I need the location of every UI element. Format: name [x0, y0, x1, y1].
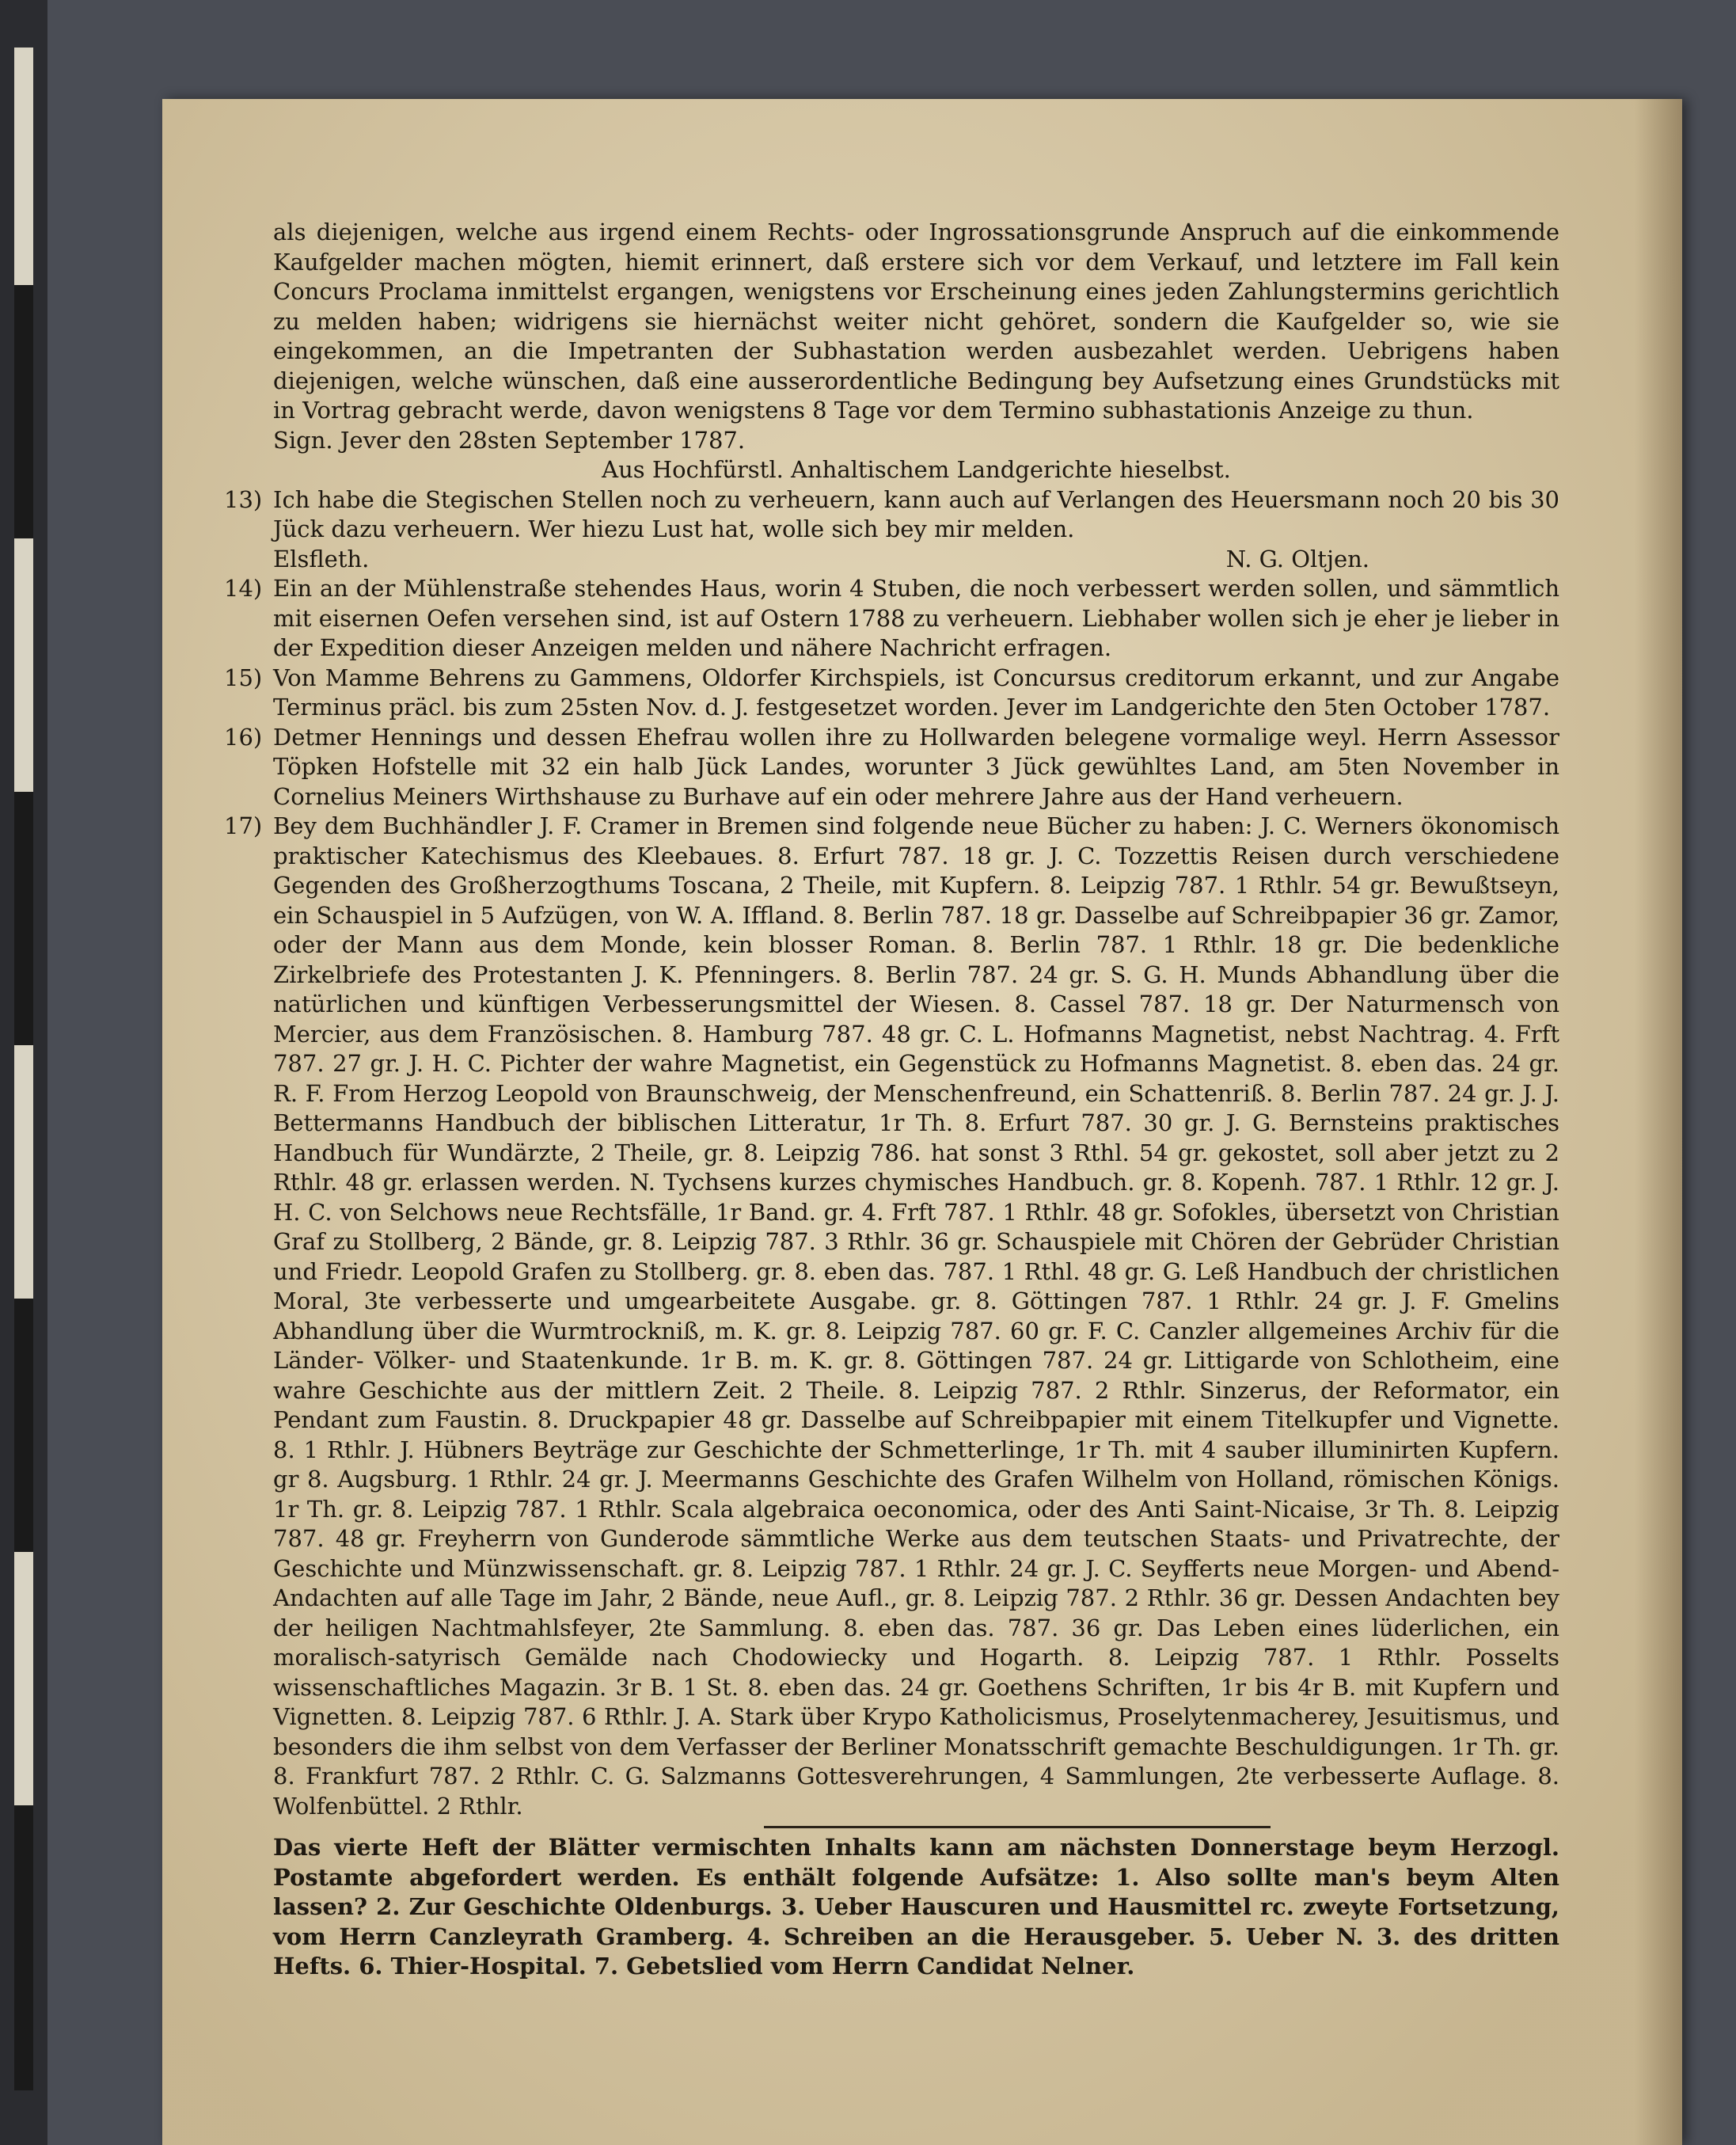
entry-number: 13) [224, 485, 263, 513]
document-text [224, 218, 1559, 1982]
ruler-segment [14, 538, 33, 792]
entry-text: Bey dem Buchhändler J. F. Cramer in Bremen sind folgende neue Bücher zu haben: J. C. Werners ökonomisch praktischer Katechismus des Kleebaues. 8. Erfurt 787. 18 gr. J. C. Tozzettis Reisen durch verschiedene Gegenden des Großherzogthums Toscana, 2 Theile, mit Kupfern. 8. Leipzig 787. 1 Rthlr. 54 gr. Bewußtseyn, ein Schauspiel in 5 Aufzügen, von W. A. Iffland. 8. Berlin 787. 18 gr. Dasselbe auf Schreibpapier 36 gr. Zamor, oder der Mann aus dem Monde, kein blosser Roman. 8. Berlin 787. 1 Rthlr. 18 gr. Die bedenkliche Zirkelbriefe des Protestanten J. K. Pfenningers. 8. Berlin 787. 24 gr. S. G. H. Munds Abhandlung über die natürlichen und künftigen Verbesserungsmittel der Wiesen. 8. Cassel 787. 18 gr. Der Naturmensch von Mercier, aus dem Französischen. 8. Hamburg 787. 48 gr. C. L. Hofmanns Magnetist, nebst Nachtrag. 4. Frft 787. 27 gr. J. H. C. Pichter der wahre Magnetist, ein Gegenstück zu Hofmanns Magnetist. 8. eben das. 24 gr. R. F. From Herzog Leopold von Braunschweig, der Menschenfreund, ein Schattenriß. 8. Berlin 787. 24 gr. J. J. Bettermanns Handbuch der biblischen Litteratur, 1r Th. 8. Erfurt 787. 30 gr. J. G. Bernsteins praktisches Handbuch für Wundärzte, 2 Theile, gr. 8. Leipzig 786. hat sonst 3 Rthl. 54 gr. gekostet, soll aber jetzt zu 2 Rthlr. 48 gr. erlassen werden. N. Tychsens kurzes chymisches Handbuch. gr. 8. Kopenh. 787. 1 Rthlr. 12 gr. J. H. C. von Selchows neue Rechtsfälle, 1r Band. gr. 4. Frft 787. 1 Rthlr. 48 gr. Sofokles, übersetzt von Christian Graf zu Stollberg, 2 Bände, gr. 8. Leipzig 787. 3 Rthlr. 36 gr. Schauspiele mit Chören der Gebrüder Christian und Friedr. Leopold Grafen zu Stollberg. gr. 8. eben das. 787. 1 Rthl. 48 gr. G. Leß Handbuch der christlichen Moral, 3te verbesserte und umgearbeitete Ausgabe. gr. 8. Göttingen 787. 1 Rthlr. 24 gr. J. F. Gmelins Abhandlung über die Wurmtrockniß, m. K. gr. 8. Leipzig 787. 60 gr. F. C. Canzler allgemeines Archiv für die Länder- Völker- und Staatenkunde. 1r B. m. K. gr. 8. Göttingen 787. 24 gr. Littigarde von Schlotheim, eine wahre Geschichte aus der mittlern Zeit. 2 Theile. 8. Leipzig 787. 2 Rthlr. Sinzerus, der Reformator, ein Pendant zum Faustin. 8. Druckpapier 48 gr. Dasselbe auf Schreibpapier mit einem Titelkupfer und Vignette. 8. 1 Rthlr. J. Hübners Beyträge zur Geschichte der Schmetterlinge, 1r Th. mit 4 sauber illuminirten Kupfern. gr 8. Augsburg. 1 Rthlr. 24 gr. J. Meermanns Geschichte des Grafen Wilhelm von Holland, römischen Königs. 1r Th. gr. 8. Leipzig 787. 1 Rthlr. Scala algebraica oeconomica, oder des Anti Saint-Nicaise, 3r Th. 8. Leipzig 787. 48 gr. Freyherrn von Gunderode sämmtliche Werke aus dem teutschen Staats- und Privatrechte, der Geschichte und Münzwissenschaft. gr. 8. Leipzig 787. 1 Rthlr. 24 gr. J. C. Seyfferts neue Morgen- und Abend-Andachten auf alle Tage im Jahr, 2 Bände, neue Aufl., gr. 8. Leipzig 787. 2 Rthlr. 36 gr. Dessen Andachten bey der heiligen Nachtmahlsfeyer, 2te Sammlung. 8. eben das. 787. 36 gr. Das Leben eines lüderlichen, ein moralisch-satyrisch Gemälde nach Chodowiecky und Hogarth. 8. Leipzig 787. 1 Rthlr. Posselts wissenschaftliches Magazin. 3r B. 1 St. 8. eben das. 24 gr. Goethens Schriften, 1r bis 4r B. mit Kupfern und Vignetten. 8. Leipzig 787. 6 Rthlr. J. A. Stark über Krypo Katholicismus, Proselytenmacherey, Jesuitismus, und besonders die ihm selbst von dem Verfasser der Berliner Monatsschrift gemachte Beschuldigungen. 1r Th. gr. 8. Frankfurt 787. 2 Rthlr. C. G. Salzmanns Gottesverehrungen, 4 Sammlungen, 2te verbesserte Auflage. 8. Wolfenbüttel. 2 Rthlr. [273, 812, 1559, 1820]
entry-signature-line [273, 545, 1559, 575]
intro-authority: Aus Hochfürstl. Anhaltischem Landgerichte hieselbst. [602, 456, 1231, 483]
ruler-segment [14, 285, 33, 538]
entry-13 [224, 485, 1559, 575]
entry-text: Ein an der Mühlenstraße stehendes Haus, worin 4 Stuben, die noch verbessert werden sollen, und sämmtlich mit eisernen Oefen versehen sind, ist auf Ostern 1788 zu verheuern. Liebhaber wollen sich je eher je lieber in der Expedition dieser Anzeigen melden und nähere Nachricht erfragen. [273, 575, 1559, 661]
notice-paragraph: Das vierte Heft der Blätter vermischten Inhalts kann am nächsten Donnerstage beym Herzogl. Postamte abgefordert werden. Es enthält folgende Aufsätze: 1. Also sollte man's beym Alten lassen? 2. Zur Geschichte Oldenburgs. 3. Ueber Hauscuren und Hausmittel rc. zweyte Fortsetzung, vom Herrn Canzleyrath Gramberg. 4. Schreiben an die Herausgeber. 5. Ueber N. 3. des dritten Hefts. 6. Thier-Hospital. 7. Gebetslied vom Herrn Candidat Nelner. [273, 1834, 1559, 1980]
entry-14 [224, 574, 1559, 664]
entry-17 [224, 812, 1559, 1821]
intro-signature-line [273, 426, 1559, 456]
entry-text: Ich habe die Stegischen Stellen noch zu verheuern, kann auch auf Verlangen des Heuersmann noch 20 bis 30 Jück dazu verheuern. Wer hiezu Lust hat, wolle sich bey mir melden. [273, 485, 1559, 542]
scan-ruler [0, 0, 47, 2145]
entry-place: Elsfleth. [273, 545, 370, 572]
ruler-segment [14, 1805, 33, 2090]
entry-text: Von Mamme Behrens zu Gammens, Oldorfer Kirchspiels, ist Concursus creditorum erkannt, und zur Angabe Terminus präcl. bis zum 25sten Nov. d. J. festgesetzet worden. Jever im Landgerichte den 5ten October 1787. [273, 664, 1559, 721]
entry-number: 17) [224, 812, 263, 839]
entry-sign: N. G. Oltjen. [1225, 545, 1369, 572]
section-divider [764, 1826, 1271, 1828]
ruler-segment [14, 48, 33, 285]
entry-number: 16) [224, 723, 263, 751]
entry-number: 15) [224, 664, 263, 691]
entry-16 [224, 723, 1559, 812]
page-edge-shadow [1635, 99, 1682, 2145]
entry-text: Detmer Hennings und dessen Ehefrau wollen ihre zu Hollwarden belegene vormalige weyl. Herrn Assessor Töpken Hofstelle mit 32 ein halb Jück Landes, worunter 3 Jück gewühltes Land, am 5ten November in Cornelius Meiners Wirthshause zu Burhave auf ein oder mehrere Jahre aus der Hand verheuern. [273, 723, 1559, 810]
entry-15 [224, 664, 1559, 723]
intro-paragraph: als diejenigen, welche aus irgend einem Rechts- oder Ingrossationsgrunde Anspruch auf die einkommende Kaufgelder machen mögten, hiemit erinnert, daß erstere sich vor dem Verkauf, und letztere im Fall kein Concurs Proclama inmittelst ergangen, wenigstens vor Erscheinung eines jeden Zahlungstermins gerichtlich zu melden haben; widrigens sie hiernächst weiter nicht gehöret, sondern die Kaufgelder so, wie sie eingekommen, an die Impetranten der Subhastation werden ausbezahlet werden. Uebrigens haben diejenigen, welche wünschen, daß eine ausserordentliche Bedingung bey Aufsetzung eines Grundstücks mit in Vortrag gebracht werde, davon wenigstens 8 Tage vor dem Termino subhastationis Anzeige zu thun. [273, 219, 1559, 424]
ruler-segment [14, 1552, 33, 1805]
ruler-segment [14, 792, 33, 1045]
intro-sign: Sign. Jever den 28sten September 1787. [273, 426, 746, 454]
entry-number: 14) [224, 575, 263, 602]
ruler-segment [14, 1299, 33, 1552]
ruler-segment [14, 1045, 33, 1299]
